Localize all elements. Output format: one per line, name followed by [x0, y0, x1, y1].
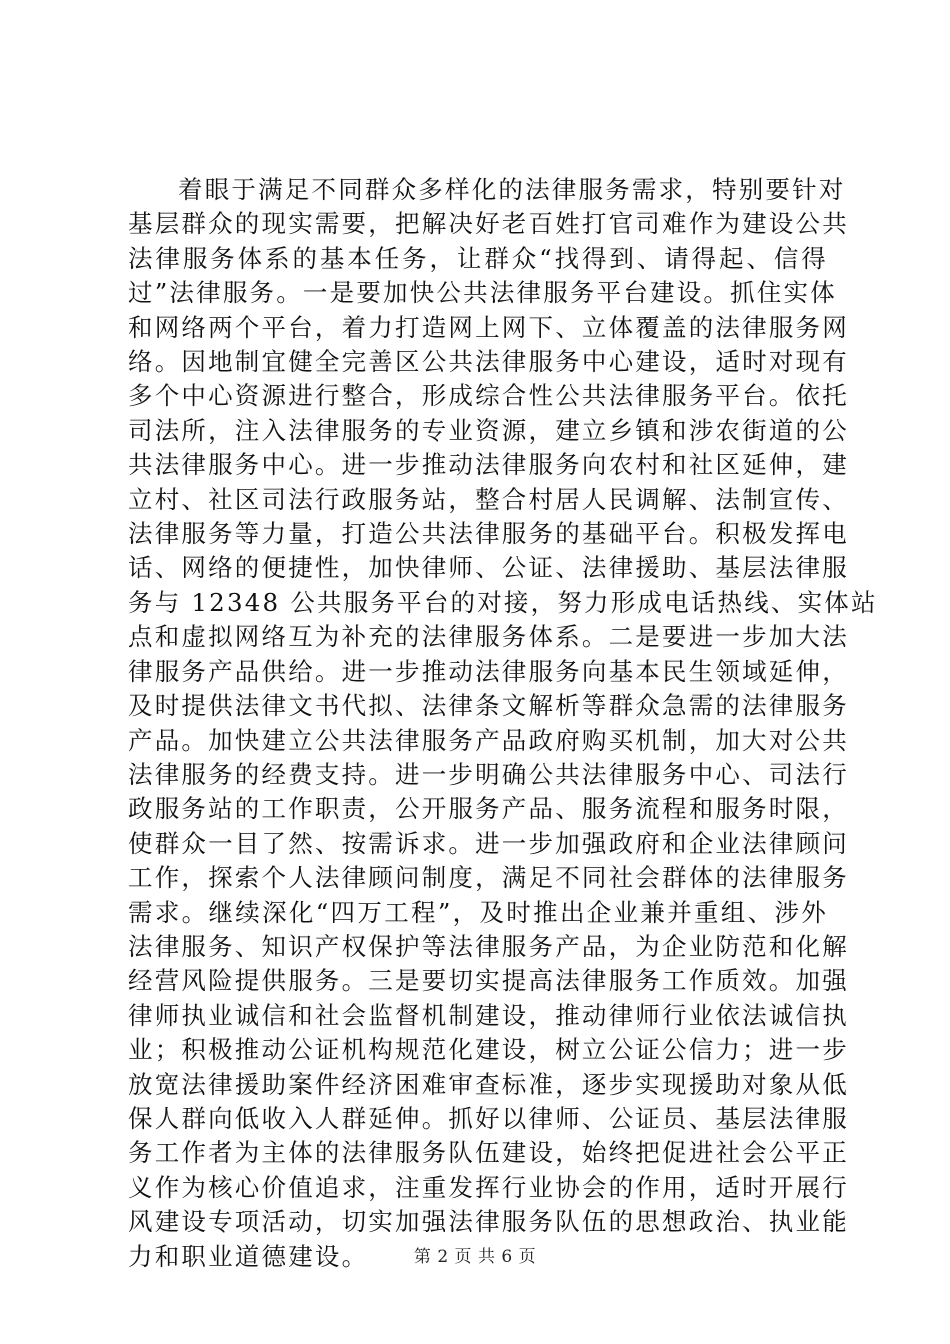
paragraph-line: 法律服务、知识产权保护等法律服务产品，为企业防范和化解 — [128, 931, 849, 961]
paragraph-line: 律师执业诚信和社会监督机制建设，推动律师行业依法诚信执 — [128, 1000, 849, 1030]
paragraph-line: 司法所，注入法律服务的专业资源，建立乡镇和涉农街道的公 — [128, 415, 849, 445]
body-paragraph — [128, 173, 878, 1274]
paragraph-line: 过”法律服务。一是要加快公共法律服务平台建设。抓住实体 — [128, 278, 837, 308]
page-number-footer: 第 2 页 共 6 页 — [413, 1247, 537, 1267]
paragraph-line: 义作为核心价值追求，注重发挥行业协会的作用，适时开展行 — [128, 1172, 849, 1202]
paragraph-line: 放宽法律援助案件经济困难审查标准，逐步实现援助对象从低 — [128, 1069, 849, 1099]
paragraph-line: 产品。加快建立公共法律服务产品政府购买机制，加大对公共 — [128, 725, 849, 755]
paragraph-line: 基层群众的现实需要，把解决好老百姓打官司难作为建设公共 — [128, 209, 849, 239]
paragraph-line: 需求。继续深化“四万工程”，及时推出企业兼并重组、涉外 — [128, 897, 828, 927]
paragraph-line: 立村、社区司法行政服务站，整合村居人民调解、法制宣传、 — [128, 484, 849, 514]
paragraph-line: 力和职业道德建设。 — [128, 1241, 369, 1271]
paragraph-line: 话、网络的便捷性，加快律师、公证、法律援助、基层法律服 — [128, 553, 849, 583]
paragraph-line: 保人群向低收入人群延伸。抓好以律师、公证员、基层法律服 — [128, 1103, 849, 1133]
paragraph-line: 法律服务等力量，打造公共法律服务的基础平台。积极发挥电 — [128, 519, 849, 549]
paragraph-line: 律服务产品供给。进一步推动法律服务向基本民生领域延伸， — [128, 656, 849, 686]
paragraph-line: 使群众一目了然、按需诉求。进一步加强政府和企业法律顾问 — [128, 828, 849, 858]
paragraph-line: 工作，探索个人法律顾问制度，满足不同社会群体的法律服务 — [128, 863, 849, 893]
paragraph-line: 政服务站的工作职责，公开服务产品、服务流程和服务时限， — [128, 794, 849, 824]
paragraph-line: 多个中心资源进行整合，形成综合性公共法律服务平台。依托 — [128, 381, 849, 411]
paragraph-line: 法律服务体系的基本任务，让群众“找得到、请得起、信得 — [128, 243, 828, 273]
paragraph-line: 及时提供法律文书代拟、法律条文解析等群众急需的法律服务 — [128, 691, 849, 721]
paragraph-line: 经营风险提供服务。三是要切实提高法律服务工作质效。加强 — [128, 966, 849, 996]
paragraph-line: 点和虚拟网络互为补充的法律服务体系。二是要进一步加大法 — [128, 622, 849, 652]
paragraph-line: 风建设专项活动，切实加强法律服务队伍的思想政治、执业能 — [128, 1207, 849, 1237]
paragraph-line: 法律服务的经费支持。进一步明确公共法律服务中心、司法行 — [128, 759, 849, 789]
paragraph-line: 着眼于满足不同群众多样化的法律服务需求，特别要针对 — [178, 175, 846, 204]
paragraph-line: 络。因地制宜健全完善区公共法律服务中心建设，适时对现有 — [128, 347, 849, 377]
paragraph-line: 务与 12348 公共服务平台的对接，努力形成电话热线、实体站 — [128, 587, 878, 617]
paragraph-line: 务工作者为主体的法律服务队伍建设，始终把促进社会公平正 — [128, 1138, 849, 1168]
paragraph-line: 业；积极推动公证机构规范化建设，树立公证公信力；进一步 — [128, 1035, 849, 1065]
paragraph-line: 共法律服务中心。进一步推动法律服务向农村和社区延伸，建 — [128, 450, 849, 480]
paragraph-line: 和网络两个平台，着力打造网上网下、立体覆盖的法律服务网 — [128, 312, 849, 342]
